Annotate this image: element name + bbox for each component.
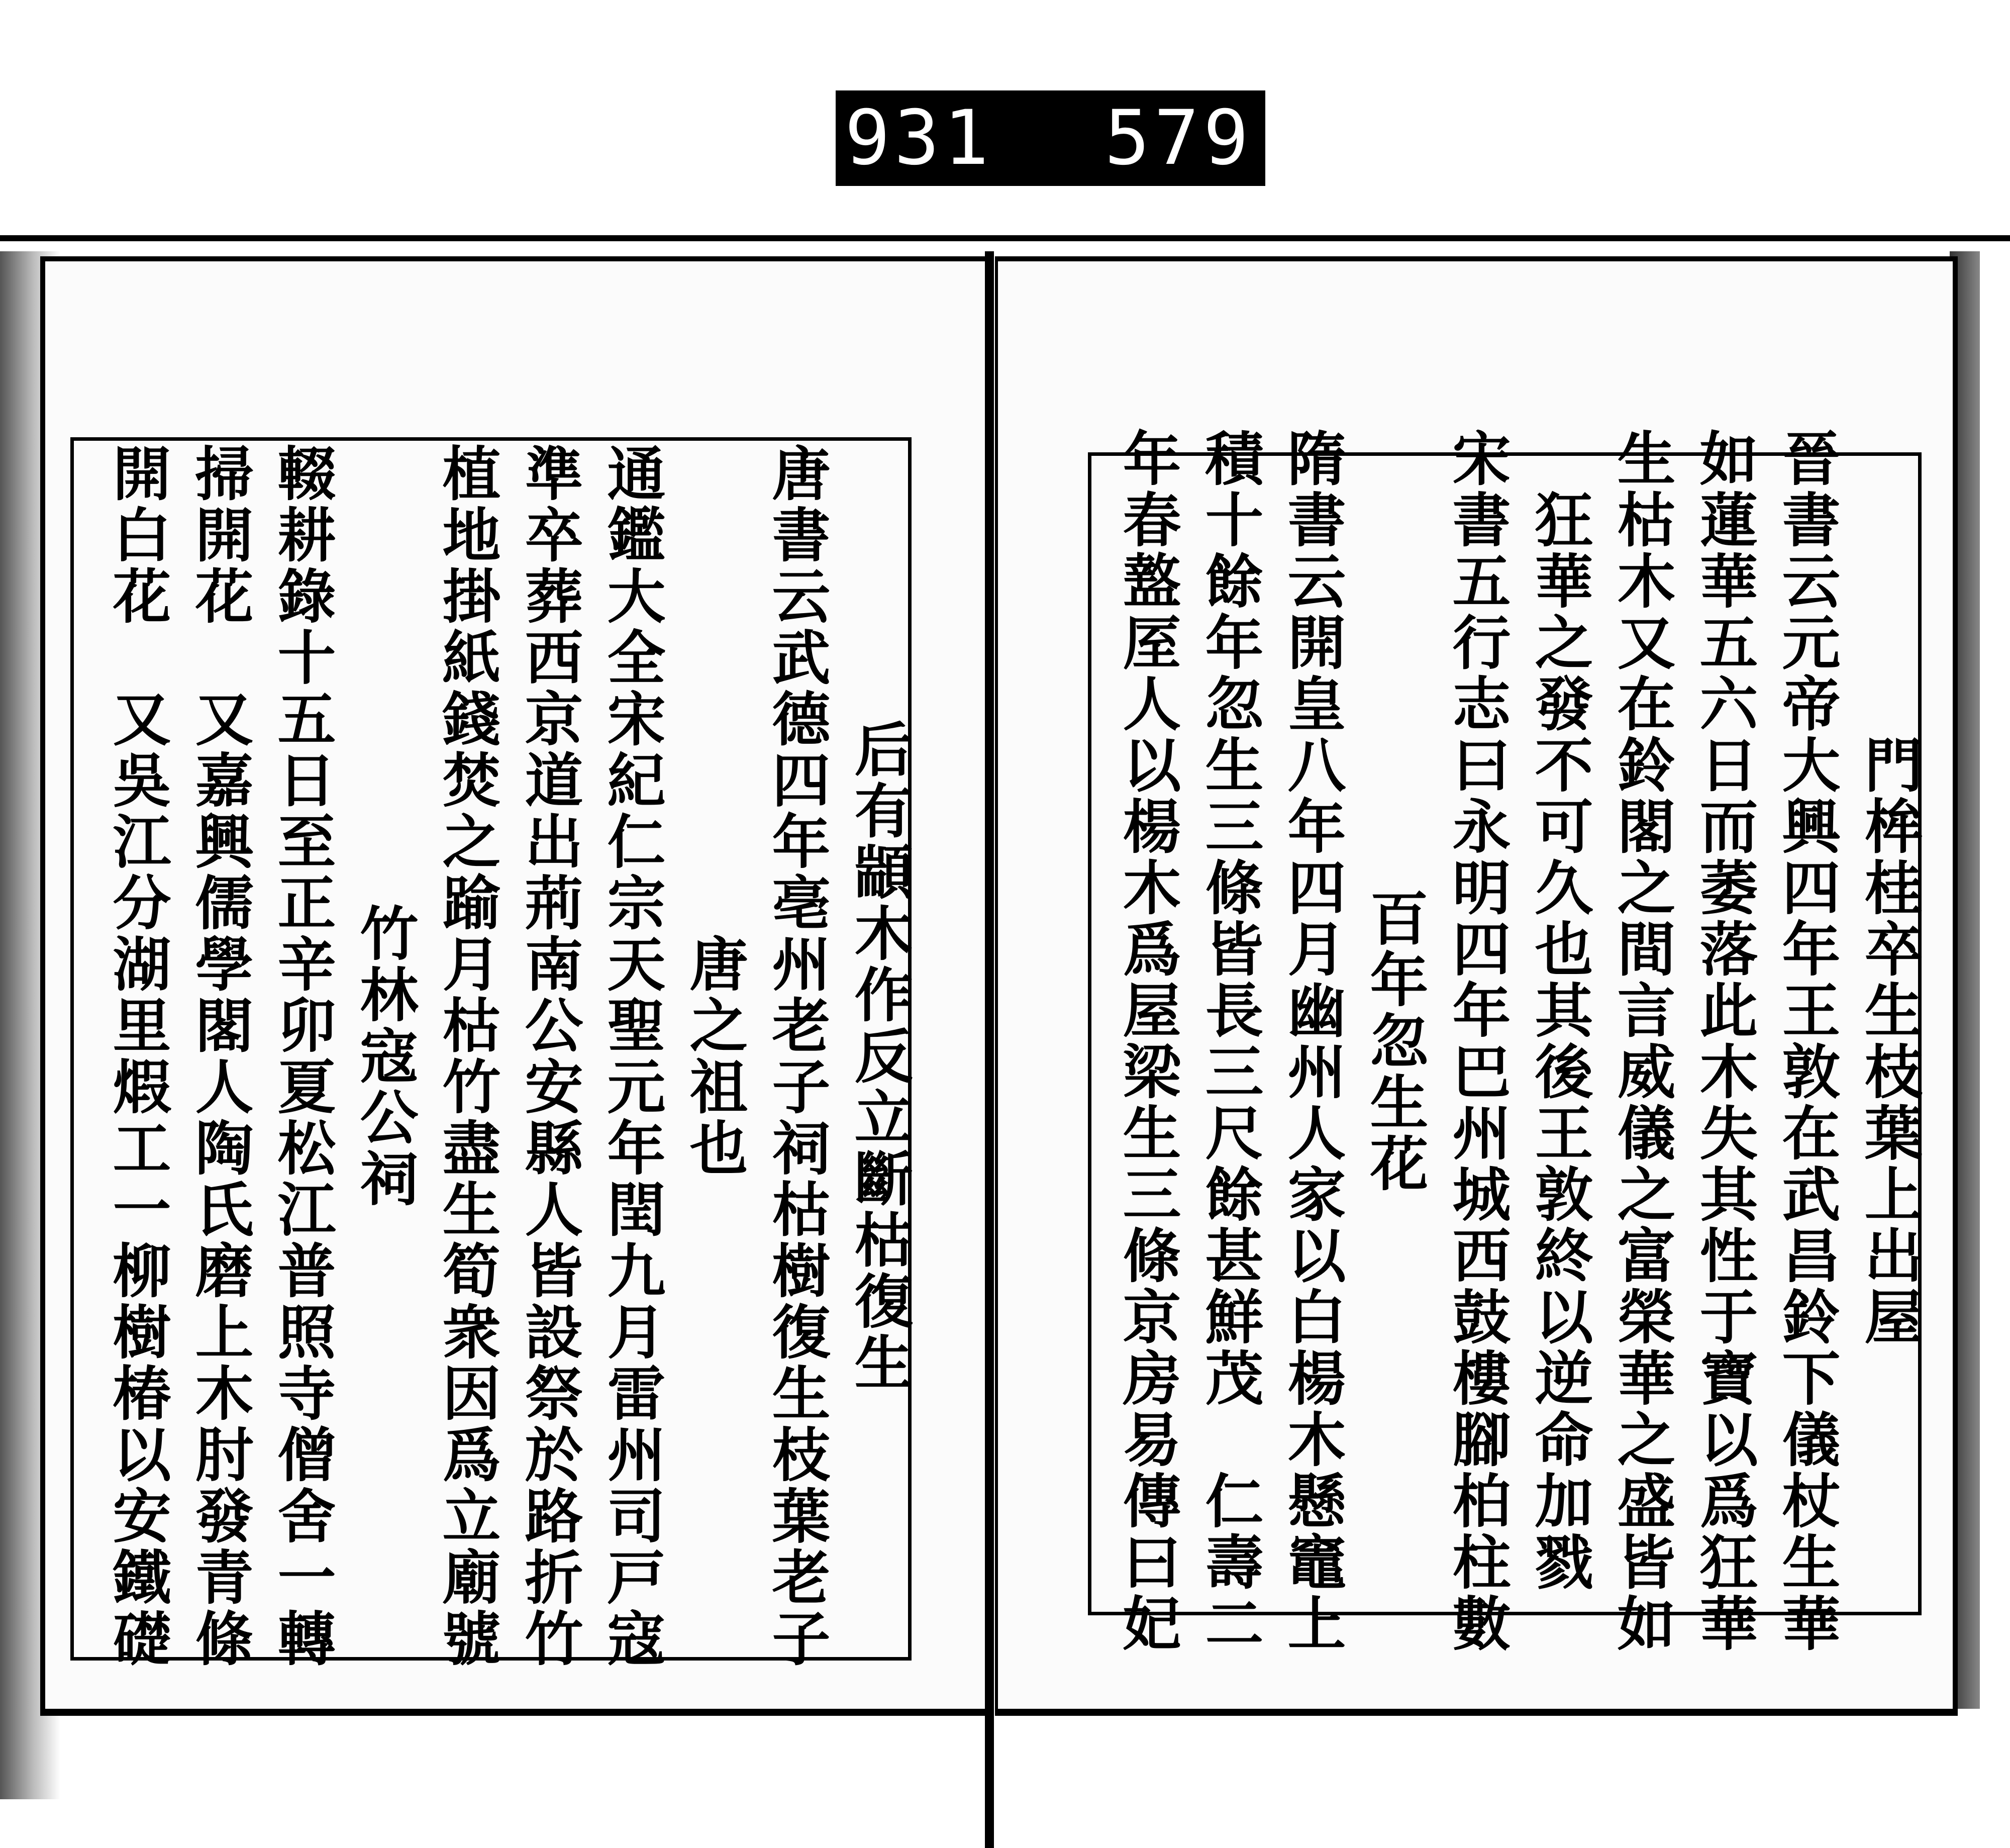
catalog-number-label <box>836 90 1302 186</box>
text-column: 如蓮華五六日而萎落此木失其性于寶以爲狂華 <box>1690 428 1758 1655</box>
right-page-columns <box>1091 428 1923 1655</box>
right-page-text-frame <box>1088 428 1923 1655</box>
text-column: 通鑑大全宋紀仁宗天聖元年閏九月雷州司戸寇 <box>597 443 666 1670</box>
text-column: 唐之祖也 <box>680 934 748 1179</box>
text-column: 準卒葬西京道出荊南公安縣人皆設祭於路折竹 <box>515 443 583 1670</box>
text-column: 晉書云元帝大興四年王敦在武昌鈴下儀杖生華 <box>1772 428 1841 1655</box>
left-page-columns <box>74 441 913 1670</box>
text-column: 狂華之發不可久也其後王敦終以逆命加戮 <box>1525 490 1593 1593</box>
text-column: 輟耕錄十五日至正辛卯夏松江普照寺僧舍一轉 <box>268 443 336 1670</box>
text-column: 開白花 又吳江分湖里煆工一柳樹椿以安鐵礎 <box>103 443 171 1670</box>
left-page-text-frame <box>70 437 913 1670</box>
catalog-number-left: 931 <box>845 94 993 182</box>
text-column: 積十餘年忽生三條皆長三尺餘甚鮮茂 仁壽二 <box>1195 428 1264 1655</box>
text-column: 宋書五行志曰永明四年巴州城西鼓樓腳柏柱數 <box>1443 428 1511 1655</box>
text-column: 唐書云武德四年亳州老子祠枯樹復生枝葉老子 <box>762 443 831 1670</box>
text-column: 年春盩厔人以楊木爲屋梁生三條京房易傳曰妃 <box>1113 428 1181 1655</box>
text-column: 門桙桂卒生枝葉上出屋 <box>1855 735 1923 1348</box>
top-rule <box>0 235 2010 241</box>
text-column: 植地掛紙錢焚之踰月枯竹盡生筍衆因爲立廟號 <box>433 443 501 1670</box>
catalog-number-right: 579. <box>1104 94 1302 182</box>
text-column: 竹林寇公祠 <box>350 903 419 1210</box>
text-column: 隋書云開皇八年四月幽州人家以白楊木懸竈上 <box>1278 428 1346 1655</box>
text-column: 生枯木又在鈴閣之間言威儀之富榮華之盛皆如 <box>1607 428 1676 1655</box>
text-column: 掃開花 又嘉興儒學閣人陶氏磨上木肘發青條 <box>185 443 254 1670</box>
text-column: 百年忽生花 <box>1360 888 1429 1195</box>
book-gutter <box>985 251 994 1848</box>
text-column: 后有顓木作反立斷枯復生 <box>845 719 913 1394</box>
